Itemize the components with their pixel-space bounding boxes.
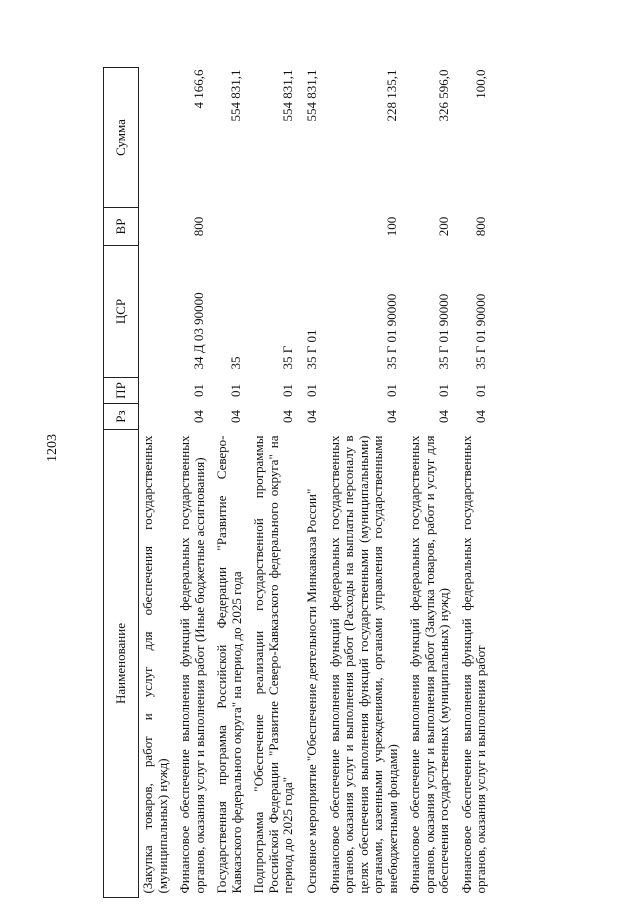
row-rz: 04 xyxy=(191,410,206,423)
row-sum: 554 831,1 xyxy=(228,69,243,122)
table-header-row xyxy=(104,68,139,898)
row-name: Финансовое обеспечение выполнения функций федеральных государственных органов, оказания услуг и выполнения работ (Закупка товаров, работ и услуг для обеспечения государственных (муниципальных) нужд) xyxy=(407,435,451,894)
table-row xyxy=(212,68,249,898)
row-pr: 01 xyxy=(228,384,243,397)
row-name: Подпрограмма "Обеспечение реализации государственной программы Российской Федерации "Развитие Северо-Кавказского федерального округа" на период до 2025 года" xyxy=(251,435,295,894)
row-csr: 35 xyxy=(228,356,243,370)
header-name: Наименование xyxy=(104,430,139,898)
header-rz: Рз xyxy=(104,404,139,430)
row-sum: 100,0 xyxy=(472,69,488,99)
row-rz: 04 xyxy=(279,410,295,423)
row-pr xyxy=(139,378,176,404)
row-rz: 04 xyxy=(228,410,243,423)
row-pr: 01 xyxy=(384,384,399,397)
row-csr: 35 Г 01 90000 xyxy=(435,293,451,370)
row-rz: 04 xyxy=(384,410,399,423)
row-csr: 35 Г 01 xyxy=(303,329,319,370)
row-pr: 01 xyxy=(191,384,206,397)
row-name: (Закупка товаров, работ и услуг для обеспечения государственных (муниципальных) нужд) xyxy=(140,435,170,894)
row-pr: 01 xyxy=(472,384,488,397)
row-name: Основное мероприятие "Обеспечение деятельности Минкавказа России" xyxy=(304,488,319,894)
row-sum: 228 135,1 xyxy=(384,69,399,122)
row-csr: 35 Г 01 90000 xyxy=(384,293,399,370)
row-pr: 01 xyxy=(279,384,295,397)
table-row xyxy=(175,68,212,898)
header-sum: Сумма xyxy=(104,68,139,208)
header-vr: ВР xyxy=(104,208,139,246)
row-vr xyxy=(139,208,176,246)
row-csr: 35 Г xyxy=(279,345,295,370)
row-csr: 34 Д 03 90000 xyxy=(191,292,206,370)
row-vr: 200 xyxy=(435,216,451,237)
row-vr xyxy=(212,208,249,246)
row-rz: 04 xyxy=(303,410,319,423)
row-vr: 800 xyxy=(472,216,488,237)
row-pr: 01 xyxy=(435,384,451,397)
header-pr: ПР xyxy=(104,378,139,404)
row-sum xyxy=(139,68,176,208)
row-rz: 04 xyxy=(472,410,488,423)
row-sum: 554 831,1 xyxy=(303,69,319,122)
page-number: 1203 xyxy=(45,434,60,462)
row-vr: 800 xyxy=(191,216,206,237)
row-name: Финансовое обеспечение выполнения функций федеральных государственных органов, оказания услуг и выполнения работ (Иные бюджетные ассигнования) xyxy=(177,435,207,894)
row-pr: 01 xyxy=(303,384,319,397)
row-sum: 554 831,1 xyxy=(279,69,295,122)
row-sum: 326 596,0 xyxy=(435,69,451,122)
table-row xyxy=(457,68,494,898)
row-csr xyxy=(139,246,176,378)
table-row xyxy=(405,68,457,898)
row-vr: 100 xyxy=(384,216,399,237)
row-csr: 35 Г 01 90000 xyxy=(472,293,488,370)
row-sum: 4 166,6 xyxy=(191,69,206,109)
rotated-page-content xyxy=(103,46,583,898)
header-csr: ЦСР xyxy=(104,246,139,378)
table-row xyxy=(249,68,301,898)
row-vr xyxy=(301,208,325,246)
row-rz xyxy=(139,404,176,430)
row-name: Государственная программа Российской Федерации "Развитие Северо-Кавказского федерального округа" на период до 2025 года xyxy=(214,435,244,894)
table-row xyxy=(139,68,176,898)
table-row xyxy=(325,68,406,898)
table-row xyxy=(301,68,325,898)
row-rz: 04 xyxy=(435,410,451,423)
row-name: Финансовое обеспечение выполнения функций федеральных государственных органов, оказания услуг и выполнения работ xyxy=(458,435,488,894)
budget-table xyxy=(103,67,494,898)
row-vr xyxy=(249,208,301,246)
row-name: Финансовое обеспечение выполнения функций федеральных государственных органов, оказания услуг и выполнения работ (Расходы на выплаты персоналу в целях обеспечения выполнения функций государственными (муниципальными) органами, казенными учреждениями, органами управления государственными внебюджетными фондами) xyxy=(326,435,400,894)
